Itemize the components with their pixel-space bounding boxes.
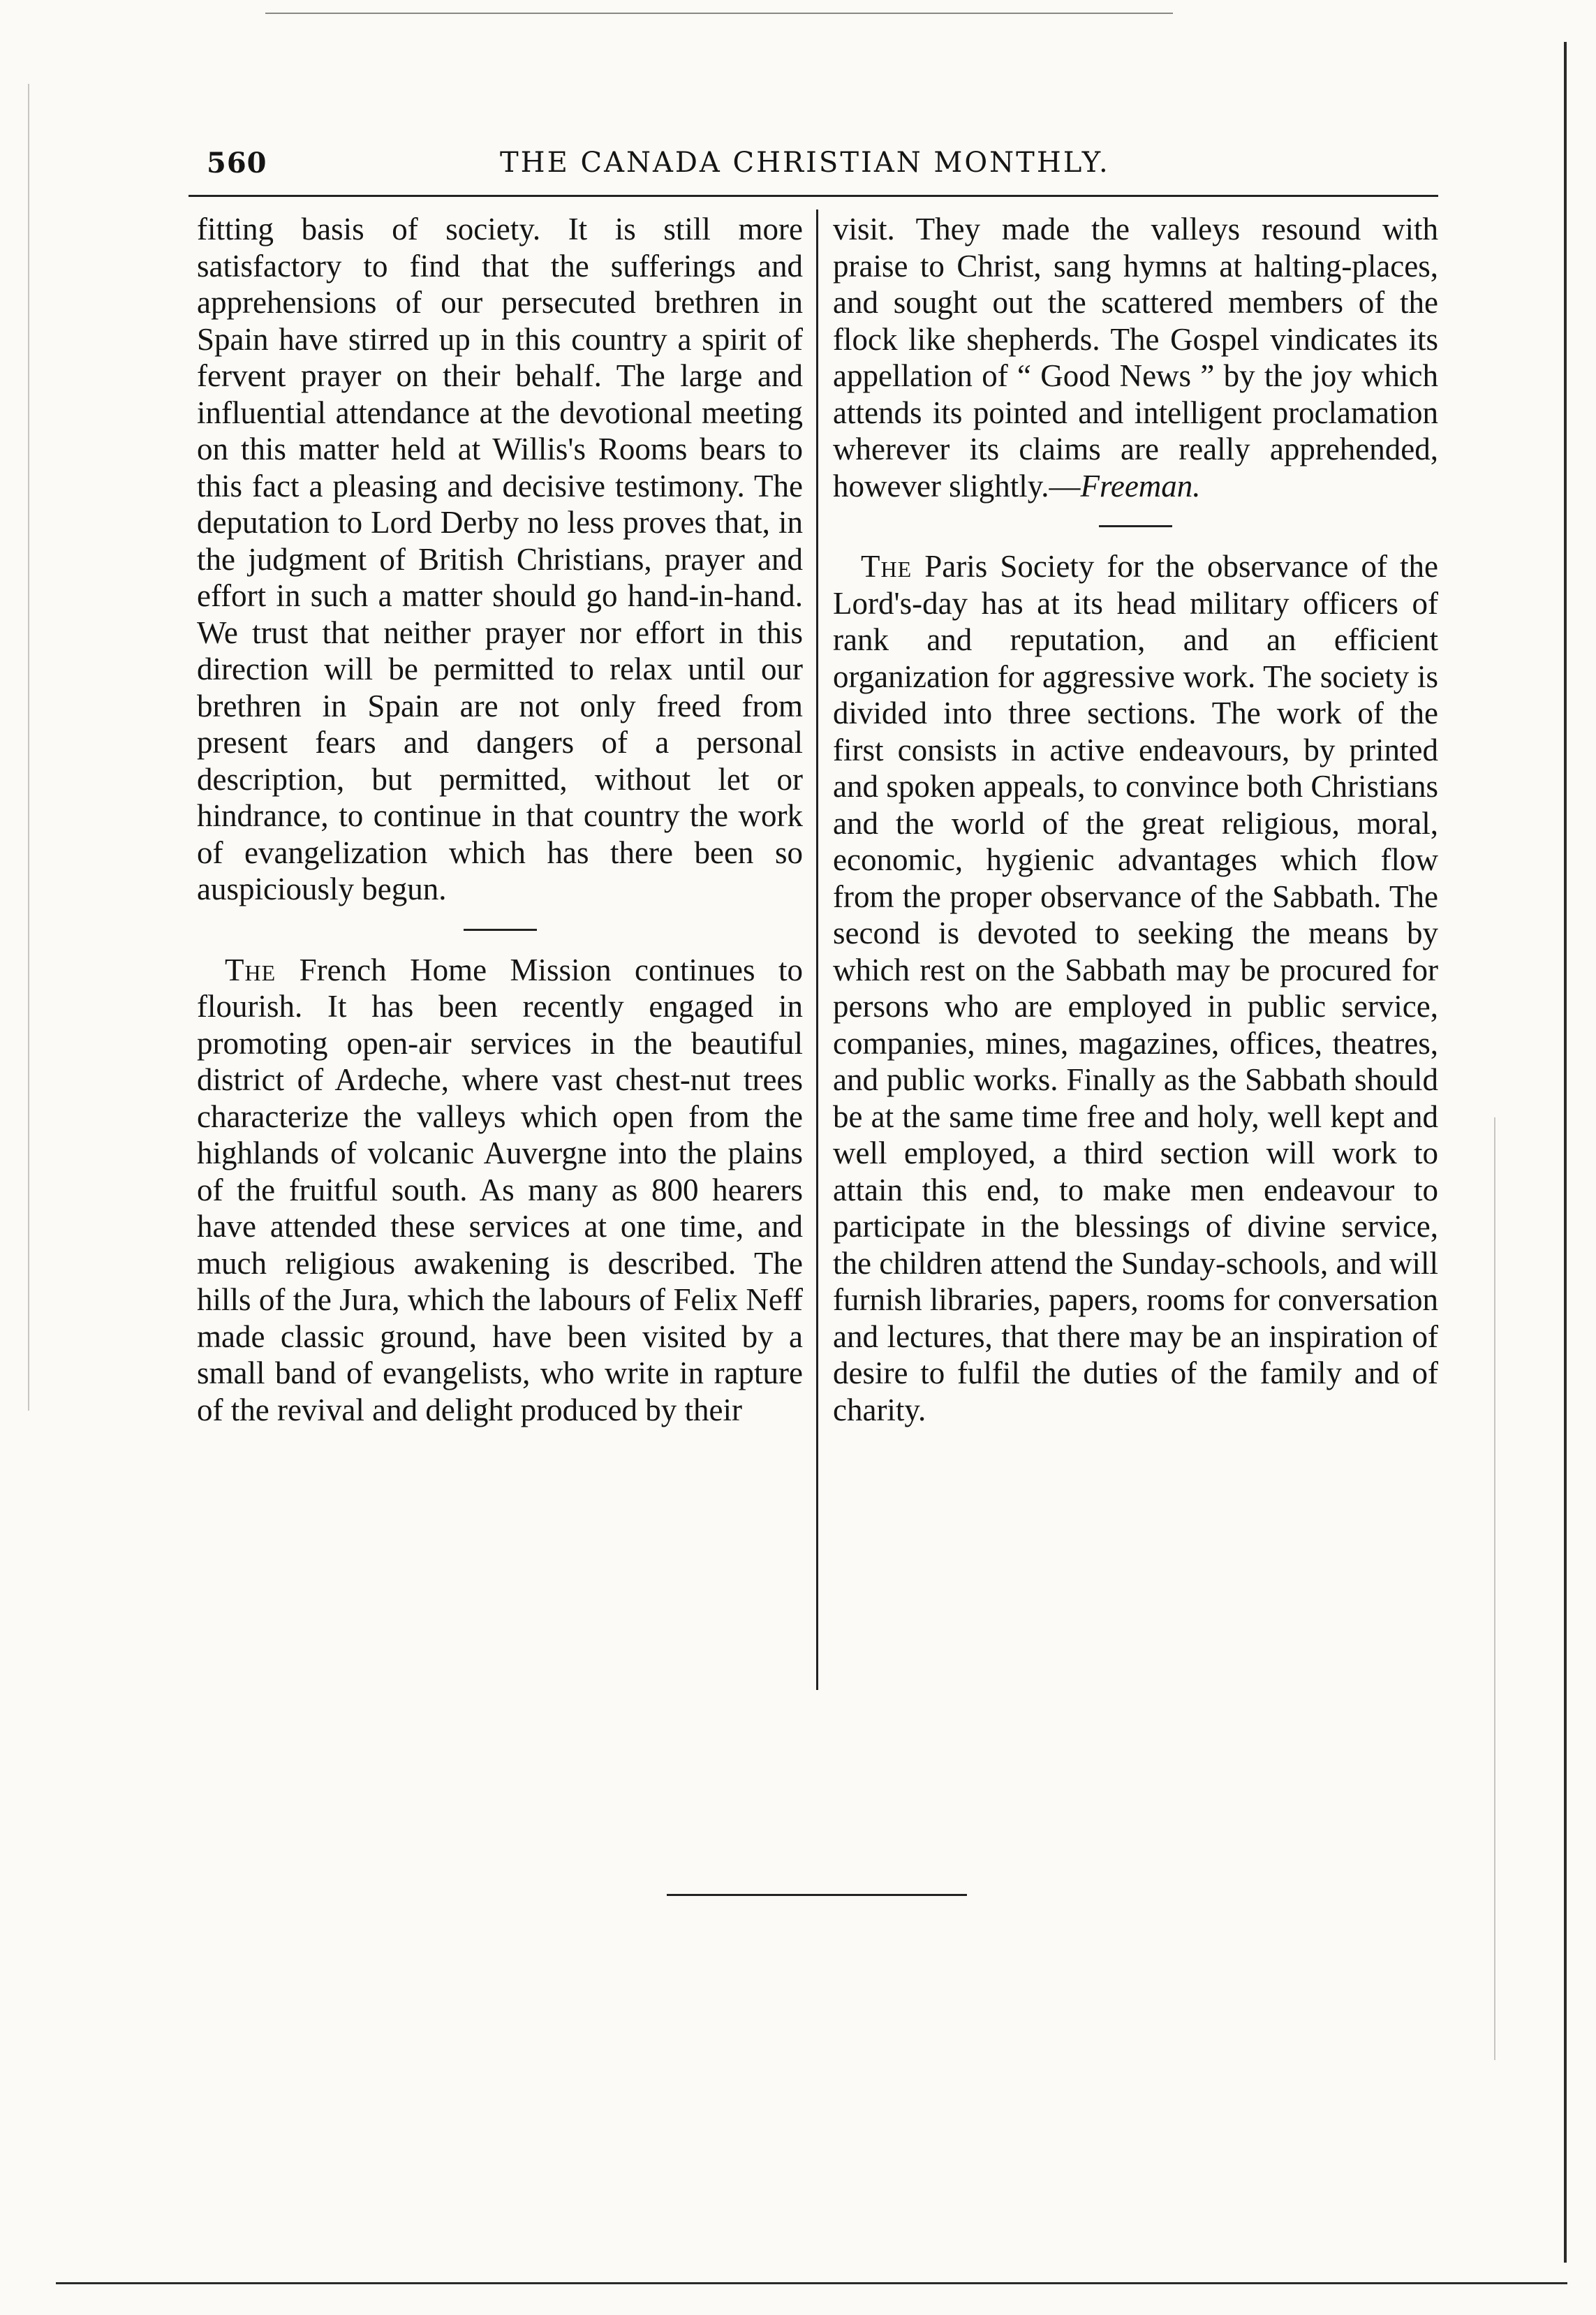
page-header	[207, 147, 1435, 189]
column-divider	[816, 210, 818, 1690]
page-number: 560	[207, 147, 267, 179]
lead-word: The	[225, 952, 276, 987]
article-paragraph	[833, 211, 1438, 504]
bottom-page-edge	[56, 2282, 1567, 2284]
left-margin-marks	[28, 84, 29, 1411]
top-scan-edge	[265, 13, 1173, 14]
header-rule	[189, 195, 1438, 197]
right-page-edge	[1564, 42, 1567, 2263]
section-separator	[464, 929, 537, 931]
end-rule	[667, 1894, 967, 1896]
lead-word: The	[861, 549, 912, 584]
left-column	[197, 211, 803, 1428]
paragraph-body: visit. They made the valleys resound with praise to Christ, sang hymns at halting-places, and sought out the scattered members of the flock like shepherds. The Gospel vindicates its appellation of “ Good News ” by the joy which attends its pointed and intelligent proclamation wherever its claims are really apprehended, however slightly.—	[833, 212, 1438, 504]
right-margin-marks	[1494, 1117, 1495, 2060]
article-paragraph	[197, 952, 803, 1429]
paragraph-body: French Home Mission continues to flourish. It has been recently engaged in promoting open-air services in the beautiful district of Ardeche, where vast chest-nut trees characterize the valleys which open from the highlands of volcanic Auvergne into the plains of the fruitful south. As many as 800 hearers have attended these services at one time, and much religious awakening is described. The hills of the Jura, which the labours of Felix Neff made classic ground, have been visited by a small band of evangelists, who write in rapture of the revival and delight produced by their	[197, 952, 803, 1427]
article-paragraph	[833, 548, 1438, 1428]
section-separator	[1099, 525, 1172, 527]
source-credit: Freeman.	[1080, 468, 1201, 504]
page-title: THE CANADA CHRISTIAN MONTHLY.	[500, 147, 1110, 179]
paragraph-body: Paris Society for the observance of the Lord's-day has at its head military officers of rank and reputation, and an efficient organization for aggressive work. The society is divided into three sections. The work of the first consists in active endeavours, by printed and spoken appeals, to convince both Christians and the world of the great religious, moral, economic, hygienic advantages which flow from the proper observance of the Sabbath. The second is devoted to seeking the means by which rest on the Sabbath may be procured for persons who are employed in public service, companies, mines, magazines, offices, theatres, and public works. Finally as the Sabbath should be at the same time free and holy, well kept and well employed, a third section will work to attain this end, to make men endeavour to participate in the blessings of divine service, the children attend the Sunday-schools, and will furnish libraries, papers, rooms for conversation and lectures, that there may be an inspiration of desire to fulfil the duties of the family and of charity.	[833, 549, 1438, 1427]
right-column	[833, 211, 1438, 1428]
article-paragraph: fitting basis of society. It is still more satisfactory to find that the sufferings and apprehensions of our persecuted brethren in Spain have stirred up in this country a spirit of fervent prayer on their behalf. The large and influential attendance at the devotional meeting on this matter held at Willis's Rooms bears to this fact a pleasing and decisive testimony. The deputation to Lord Derby no less proves that, in the judgment of British Christians, prayer and effort in such a matter should go hand-in-hand. We trust that neither prayer nor effort in this direction will be permitted to relax until our brethren in Spain are not only freed from present fears and dangers of a personal description, but permitted, without let or hindrance, to continue in that country the work of evangelization which has there been so auspiciously begun.	[197, 212, 803, 906]
